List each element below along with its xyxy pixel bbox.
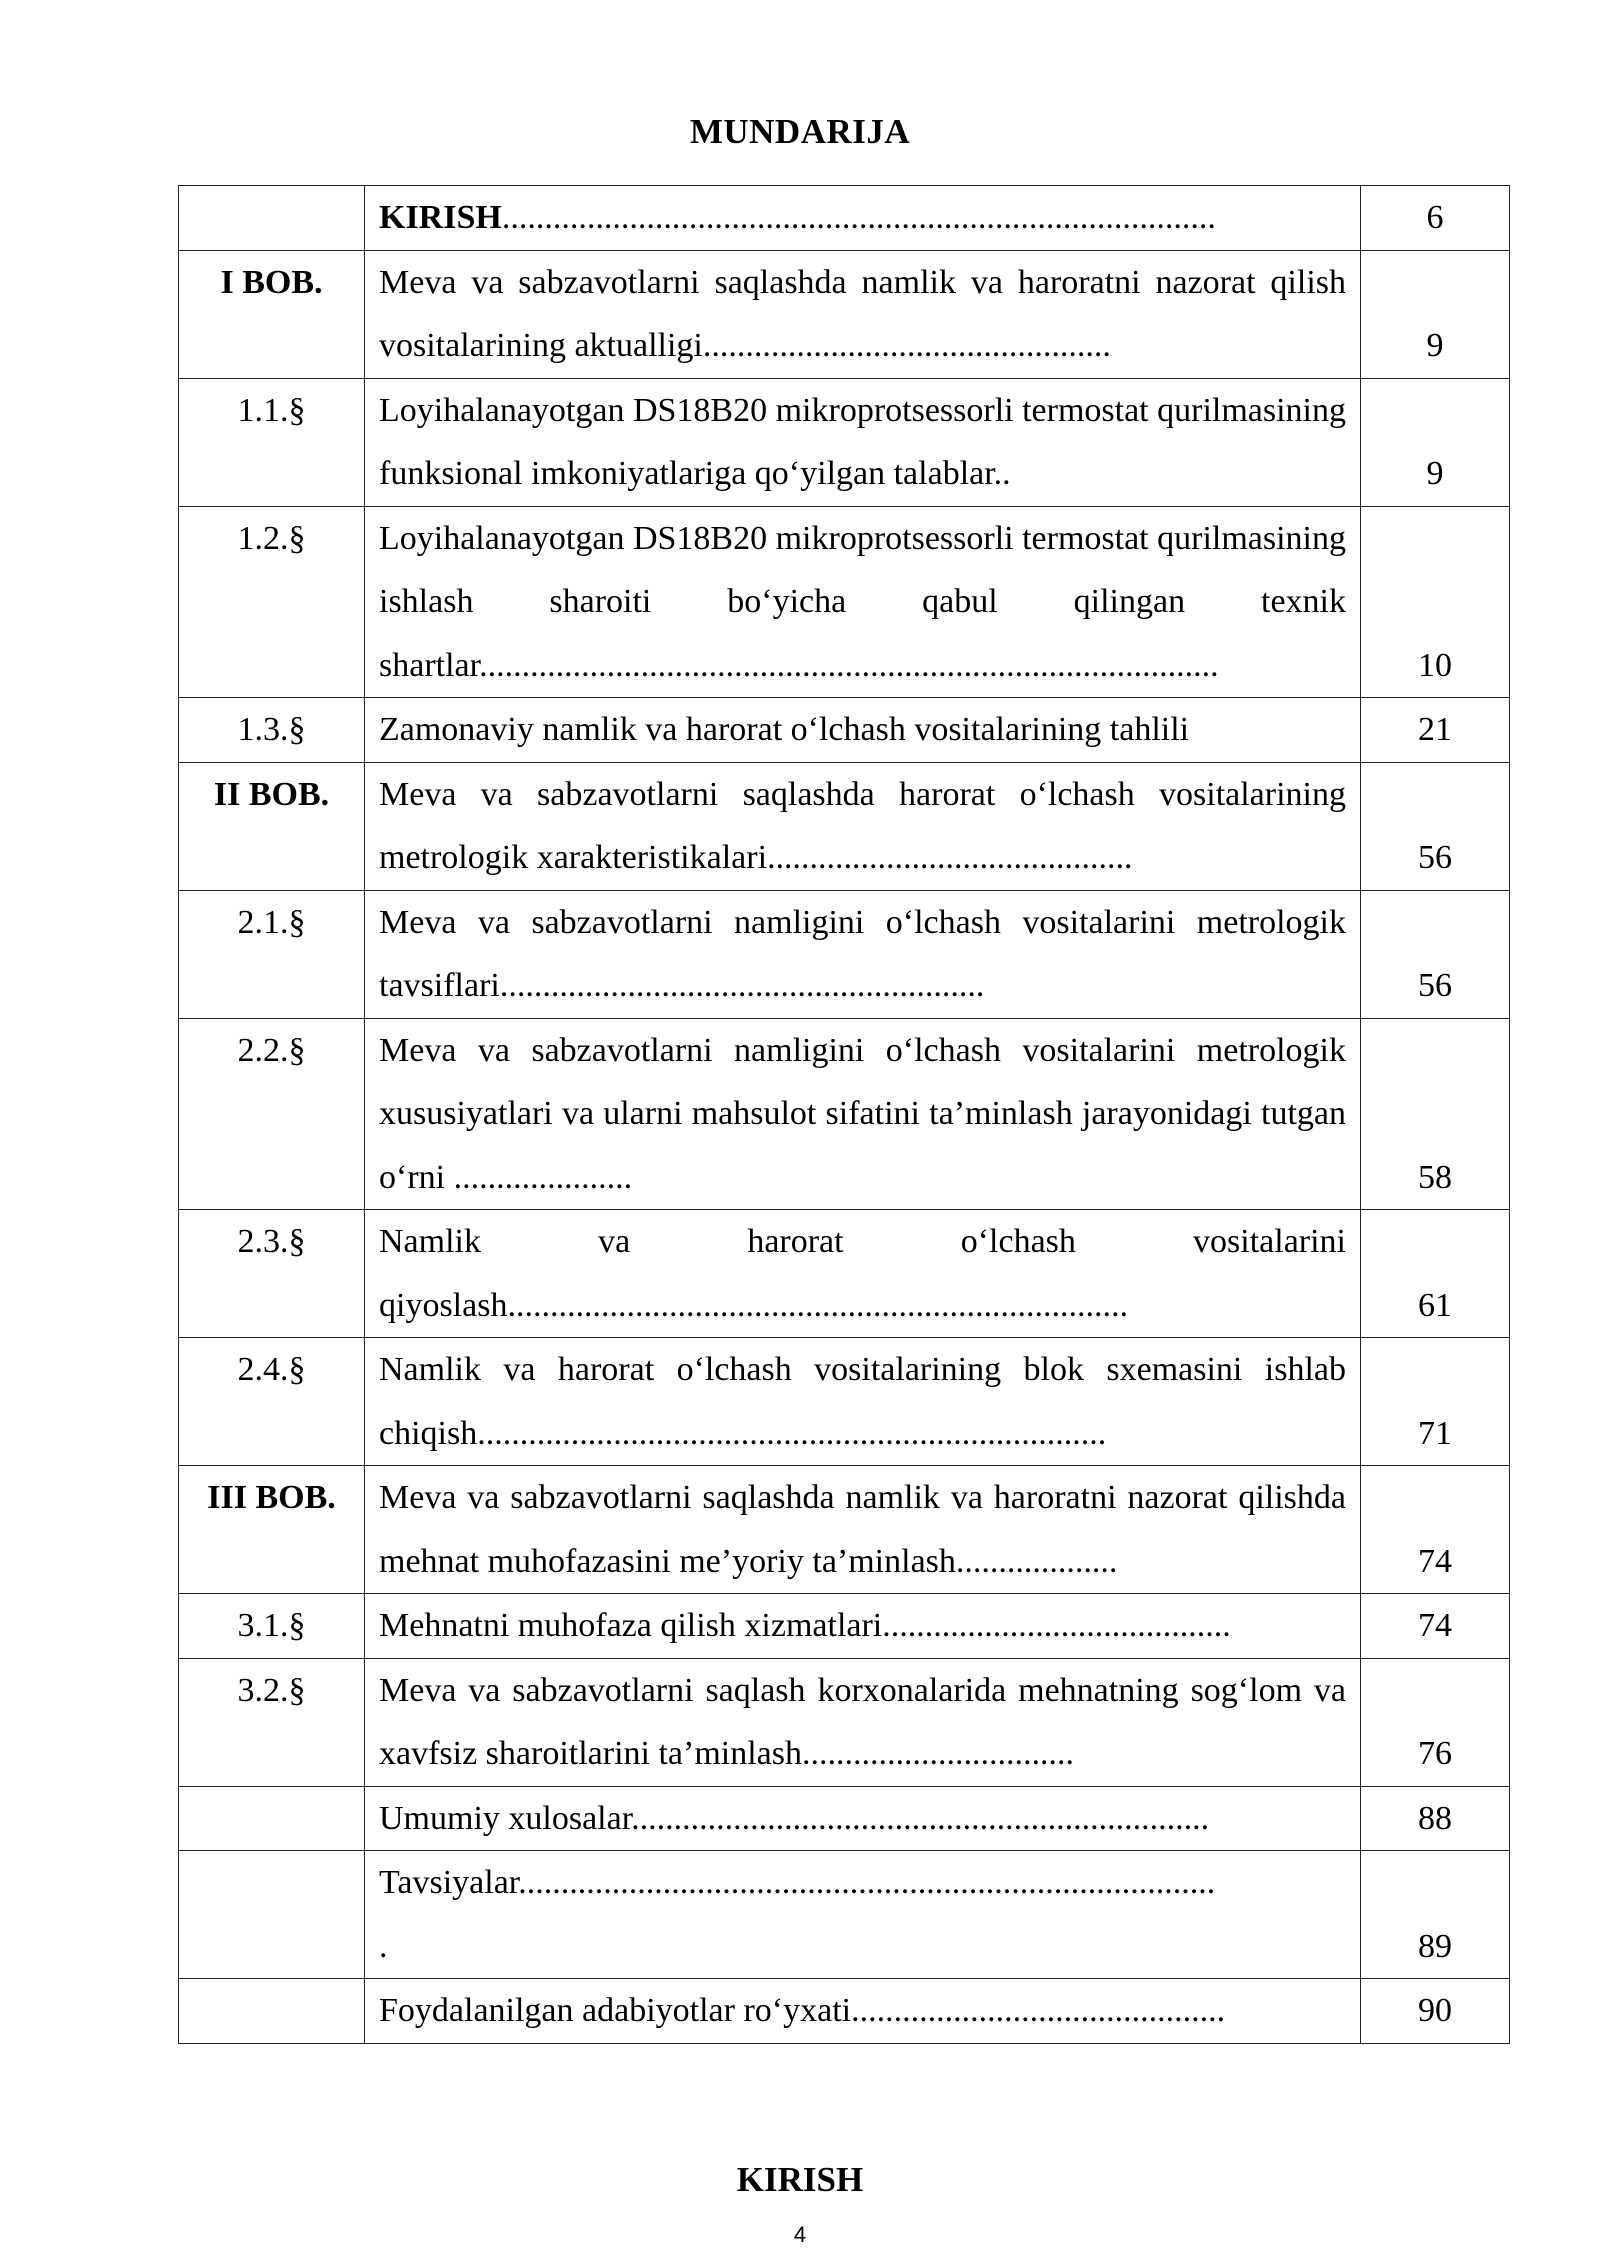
toc-row-title-line: Tavsiyalar.................................................................................. <box>379 1864 1216 1901</box>
toc-row-page: 74 <box>1361 1594 1510 1659</box>
toc-row <box>179 1851 1510 1979</box>
toc-row-title: Meva va sabzavotlarni saqlashda namlik va haroratni nazorat qilish vositalarining aktualligi................................................ <box>365 250 1361 378</box>
toc-row-page: 9 <box>1361 378 1510 506</box>
toc-row-number: III BOB. <box>179 1466 365 1594</box>
toc-row <box>179 1594 1510 1659</box>
toc-row <box>179 378 1510 506</box>
toc-row-number: 1.2.§ <box>179 506 365 698</box>
toc-row-number: 2.1.§ <box>179 890 365 1018</box>
toc-row-page: 56 <box>1361 890 1510 1018</box>
toc-row-title: Meva va sabzavotlarni saqlashda harorat o‘lchash vositalarining metrologik xarakteristikalari........................................... <box>365 762 1361 890</box>
toc-row-page: 61 <box>1361 1210 1510 1338</box>
toc-row-number: 3.2.§ <box>179 1658 365 1786</box>
page-number: 4 <box>793 2222 807 2247</box>
toc-row-number: 2.3.§ <box>179 1210 365 1338</box>
toc-row-title <box>365 1851 1361 1979</box>
toc-row-number: I BOB. <box>179 250 365 378</box>
toc-row <box>179 1210 1510 1338</box>
toc-row-title: Mehnatni muhofaza qilish xizmatlari......................................... <box>365 1594 1361 1659</box>
toc-row <box>179 506 1510 698</box>
document-title: MUNDARIJA <box>689 112 911 151</box>
toc-row-number: 1.1.§ <box>179 378 365 506</box>
toc-row-page: 21 <box>1361 698 1510 763</box>
toc-row-title: Loyihalanayotgan DS18B20 mikroprotsessorli termostat qurilmasining ishlash sharoiti bo‘yicha qabul qilingan texnik shartlar....................................................................................... <box>365 506 1361 698</box>
toc-row-number: 2.4.§ <box>179 1338 365 1466</box>
toc-row-title: Meva va sabzavotlarni saqlashda namlik va haroratni nazorat qilishda mehnat muhofazasini me’yoriy ta’minlash................... <box>365 1466 1361 1594</box>
table-of-contents <box>178 185 1510 2044</box>
toc-row <box>179 1979 1510 2044</box>
toc-row-title-line: . <box>379 1927 388 1965</box>
toc-row-page: 76 <box>1361 1658 1510 1786</box>
toc-row <box>179 698 1510 763</box>
toc-row-number <box>179 1979 365 2044</box>
toc-row <box>179 1466 1510 1594</box>
toc-row <box>179 890 1510 1018</box>
toc-row <box>179 250 1510 378</box>
toc-row-page: 71 <box>1361 1338 1510 1466</box>
toc-row-title: Namlik va harorat o‘lchash vositalarini qiyoslash......................................................................... <box>365 1210 1361 1338</box>
toc-row-number: 2.2.§ <box>179 1018 365 1210</box>
toc-row-page: 58 <box>1361 1018 1510 1210</box>
toc-row-title: Namlik va harorat o‘lchash vositalarining blok sxemasini ishlab chiqish.......................................................................... <box>365 1338 1361 1466</box>
toc-row-number <box>179 186 365 251</box>
toc-row <box>179 762 1510 890</box>
toc-row-title <box>365 186 1361 251</box>
toc-row-page: 6 <box>1361 186 1510 251</box>
toc-row-title: Meva va sabzavotlarni namligini o‘lchash vositalarini metrologik xususiyatlari va ularni mahsulot sifatini ta’minlash jarayonidagi tutgan o‘rni ..................... <box>365 1018 1361 1210</box>
toc-row-number <box>179 1851 365 1979</box>
toc-row-title-leader: .................................................................................... <box>501 199 1216 236</box>
toc-row-page: 90 <box>1361 1979 1510 2044</box>
toc-row-number <box>179 1786 365 1851</box>
toc-row <box>179 1786 1510 1851</box>
toc-row <box>179 186 1510 251</box>
toc-row-title: Meva va sabzavotlarni namligini o‘lchash vositalarini metrologik tavsiflari......................................................... <box>365 890 1361 1018</box>
toc-row-title: Zamonaviy namlik va harorat o‘lchash vositalarining tahlili <box>365 698 1361 763</box>
toc-row-page: 89 <box>1361 1851 1510 1979</box>
toc-row-title: Loyihalanayotgan DS18B20 mikroprotsessorli termostat qurilmasining funksional imkoniyatlariga qo‘yilgan talablar.. <box>365 378 1361 506</box>
toc-row-page: 74 <box>1361 1466 1510 1594</box>
toc-row-page: 9 <box>1361 250 1510 378</box>
toc-row <box>179 1018 1510 1210</box>
toc-row <box>179 1338 1510 1466</box>
toc-row-page: 10 <box>1361 506 1510 698</box>
toc-row-number: 1.3.§ <box>179 698 365 763</box>
toc-row-page: 56 <box>1361 762 1510 890</box>
toc-row-number: 3.1.§ <box>179 1594 365 1659</box>
toc-row-title: Umumiy xulosalar.................................................................... <box>365 1786 1361 1851</box>
next-section-heading: KIRISH <box>736 2160 864 2199</box>
toc-row <box>179 1658 1510 1786</box>
toc-row-title-bold: KIRISH <box>379 199 502 236</box>
toc-row-page: 88 <box>1361 1786 1510 1851</box>
toc-row-title: Foydalanilgan adabiyotlar ro‘yxati............................................ <box>365 1979 1361 2044</box>
toc-row-title: Meva va sabzavotlarni saqlash korxonalarida mehnatning sog‘lom va xavfsiz sharoitlarini ta’minlash................................ <box>365 1658 1361 1786</box>
toc-row-number: II BOB. <box>179 762 365 890</box>
